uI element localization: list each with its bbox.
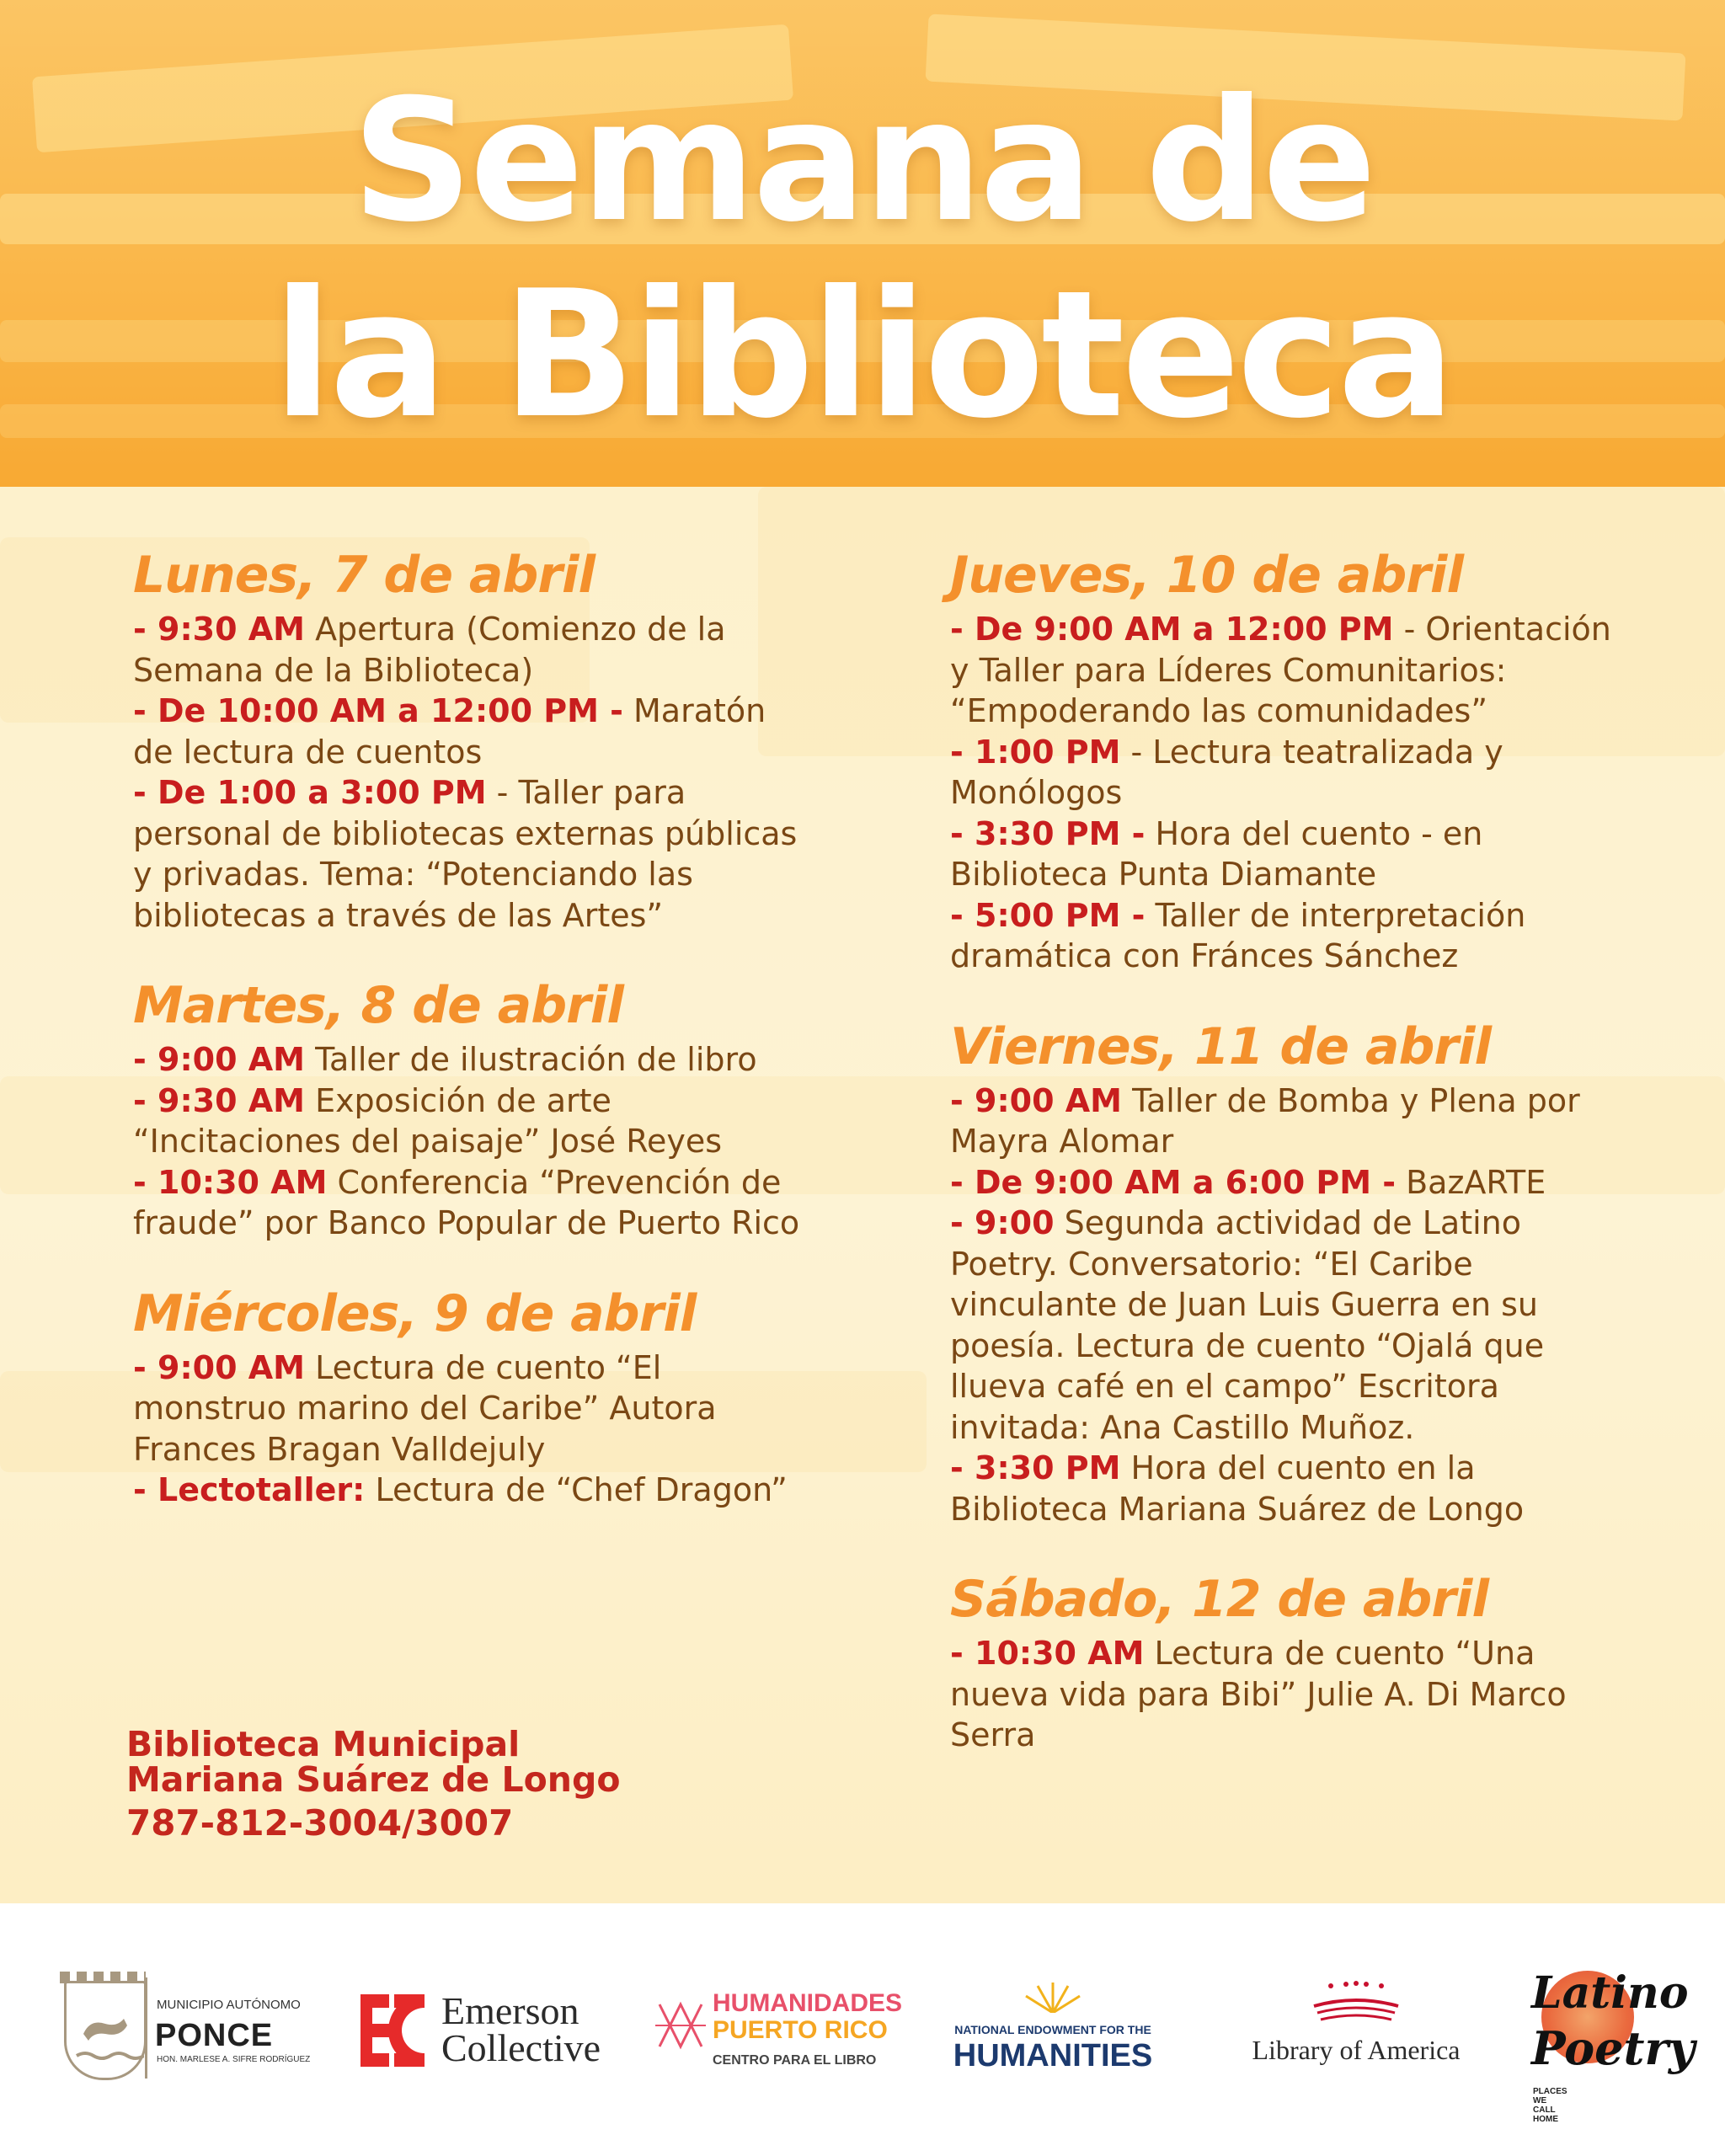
day-block-martes bbox=[133, 976, 807, 1244]
schedule-item bbox=[133, 1081, 807, 1162]
neh-small-text: NATIONAL ENDOWMENT FOR THE bbox=[954, 2023, 1151, 2036]
item-time: - 9:00 bbox=[950, 1204, 1055, 1241]
ponce-top-text: MUNICIPIO AUTÓNOMO bbox=[157, 1998, 301, 2012]
emerson-line2: Collective bbox=[441, 2026, 601, 2069]
item-time: - 3:30 PM bbox=[950, 1449, 1121, 1486]
item-text: Segunda actividad de Latino Poetry. Conversatorio: “El Caribe vinculante de Juan Luis Guerra en su poesía. Lectura de cuento “Ojalá que llueva café en el campo” Escritora invitada: Ana Castillo Muñoz. bbox=[950, 1204, 1545, 1446]
item-time: - 9:30 AM bbox=[133, 1081, 305, 1119]
item-text: - Taller para personal de bibliotecas externas públicas y privadas. Tema: “Potenciando las bibliotecas a través de las Artes” bbox=[133, 774, 798, 934]
ponce-crest-icon bbox=[64, 1981, 147, 2080]
schedule-item bbox=[950, 895, 1624, 977]
day-block-miercoles bbox=[133, 1283, 807, 1511]
page-title-line2: la Biblioteca bbox=[272, 253, 1453, 457]
schedule-item bbox=[950, 1203, 1624, 1448]
day-title: Lunes, 7 de abril bbox=[133, 546, 595, 605]
day-block-lunes bbox=[133, 546, 807, 936]
day-block-jueves bbox=[950, 546, 1624, 977]
day-block-sabado bbox=[950, 1570, 1624, 1756]
item-time: - 9:30 AM bbox=[133, 611, 305, 648]
library-name-line2: Mariana Suárez de Longo bbox=[126, 1759, 621, 1800]
humanidades-line3: CENTRO PARA EL LIBRO bbox=[713, 2053, 877, 2068]
ponce-divider bbox=[145, 1977, 147, 2079]
schedule-item bbox=[133, 772, 807, 936]
item-text: Lectura de “Chef Dragon” bbox=[365, 1471, 788, 1508]
loa-name: Library of America bbox=[1252, 2035, 1461, 2065]
item-text: Lectura de cuento “El monstruo marino del Caribe” Autora Frances Bragan Valldejuly bbox=[133, 1348, 717, 1468]
item-text: Hora del cuento - en Biblioteca Punta Diamante bbox=[950, 814, 1483, 893]
day-title: Martes, 8 de abril bbox=[133, 976, 623, 1035]
latino-poetry-tagline: PLACES WE CALL HOME bbox=[1533, 2087, 1567, 2124]
schedule-item bbox=[950, 732, 1624, 814]
page-title-line1: Semana de bbox=[351, 63, 1374, 259]
humanidades-line1: HUMANIDADES bbox=[713, 1989, 902, 2017]
item-text: Taller de Bomba y Plena por Mayra Alomar bbox=[950, 1081, 1580, 1160]
library-name-line1: Biblioteca Municipal bbox=[126, 1724, 521, 1764]
header-banner bbox=[0, 0, 1725, 487]
day-title: Viernes, 11 de abril bbox=[950, 1017, 1492, 1076]
ponce-bottom-text: HON. MARLESE A. SIFRE RODRÍGUEZ bbox=[157, 2055, 311, 2064]
schedule-item bbox=[133, 1162, 807, 1244]
schedule-right-column bbox=[950, 546, 1624, 1756]
library-contact bbox=[126, 1724, 716, 1844]
item-time: - 9:00 AM bbox=[133, 1348, 305, 1386]
item-time: - 10:30 AM bbox=[133, 1163, 328, 1201]
ponce-logo bbox=[0, 1903, 320, 2156]
emerson-line1: Emerson bbox=[441, 1989, 579, 2032]
latino-poetry-line2: Poetry bbox=[1531, 2021, 1696, 2075]
day-title: Jueves, 10 de abril bbox=[950, 546, 1464, 605]
item-text: Conferencia “Prevención de fraude” por Banco Popular de Puerto Rico bbox=[133, 1163, 800, 1241]
neh-big-text: HUMANITIES bbox=[953, 2038, 1153, 2073]
item-text: - Lectura teatralizada y Monólogos bbox=[950, 733, 1503, 811]
day-title: Miércoles, 9 de abril bbox=[133, 1283, 697, 1343]
humanidades-line2: PUERTO RICO bbox=[713, 2016, 888, 2044]
schedule-item bbox=[133, 1470, 807, 1511]
emerson-mark-icon bbox=[360, 1994, 425, 2067]
item-text: BazARTE bbox=[1396, 1163, 1546, 1201]
item-time: - 10:30 AM bbox=[950, 1635, 1145, 1672]
item-text: Exposición de arte “Incitaciones del paisaje” José Reyes bbox=[133, 1081, 722, 1160]
schedule-item bbox=[950, 1162, 1624, 1203]
library-phone: 787-812-3004/3007 bbox=[126, 1802, 514, 1844]
day-block-viernes bbox=[950, 1017, 1624, 1530]
item-time: - De 9:00 AM a 6:00 PM - bbox=[950, 1163, 1397, 1201]
item-time: - 1:00 PM bbox=[950, 733, 1121, 771]
schedule-item bbox=[950, 609, 1624, 732]
item-time: - 9:00 AM bbox=[950, 1081, 1122, 1119]
emerson-collective-logo bbox=[337, 1903, 657, 2156]
item-time: - De 1:00 a 3:00 PM bbox=[133, 774, 487, 811]
schedule-item bbox=[133, 691, 807, 772]
item-time: - De 9:00 AM a 12:00 PM bbox=[950, 611, 1394, 648]
item-text: Hora del cuento en la Biblioteca Mariana Suárez de Longo bbox=[950, 1449, 1525, 1528]
item-text: Maratón de lectura de cuentos bbox=[133, 692, 766, 771]
latino-poetry-line1: Latino bbox=[1531, 1967, 1689, 2019]
schedule-left-column bbox=[133, 546, 807, 1511]
schedule-item bbox=[133, 1039, 807, 1081]
item-text: Lectura de cuento “Una nueva vida para Bibi” Julie A. Di Marco Serra bbox=[950, 1635, 1567, 1753]
day-title: Sábado, 12 de abril bbox=[950, 1570, 1489, 1629]
ponce-name: PONCE bbox=[155, 2018, 274, 2053]
schedule-item bbox=[950, 814, 1624, 895]
item-time: - 3:30 PM - bbox=[950, 814, 1146, 852]
sponsor-footer bbox=[0, 1903, 1725, 2156]
item-time: - 9:00 AM bbox=[133, 1041, 305, 1078]
item-time: - Lectotaller: bbox=[133, 1471, 366, 1508]
schedule-item bbox=[950, 1448, 1624, 1529]
schedule-item bbox=[950, 1633, 1624, 1756]
item-time: - 5:00 PM - bbox=[950, 896, 1146, 934]
item-text: - Orientación y Taller para Líderes Comunitarios: “Empoderando las comunidades” bbox=[950, 611, 1611, 729]
loa-book-icon bbox=[1306, 1981, 1407, 2031]
item-text: Taller de ilustración de libro bbox=[304, 1041, 757, 1078]
neh-sunburst-icon bbox=[1019, 1979, 1087, 2013]
schedule-item bbox=[950, 1081, 1624, 1162]
item-text: Apertura (Comienzo de la Semana de la Biblioteca) bbox=[133, 611, 726, 689]
item-text: Taller de interpretación dramática con Fránces Sánchez bbox=[950, 896, 1526, 974]
humanidades-mark-icon bbox=[655, 1996, 706, 2055]
schedule-item bbox=[133, 1348, 807, 1470]
schedule-item bbox=[133, 609, 807, 691]
item-time: - De 10:00 AM a 12:00 PM - bbox=[133, 692, 623, 729]
humanidades-pr-logo bbox=[649, 1903, 901, 2156]
